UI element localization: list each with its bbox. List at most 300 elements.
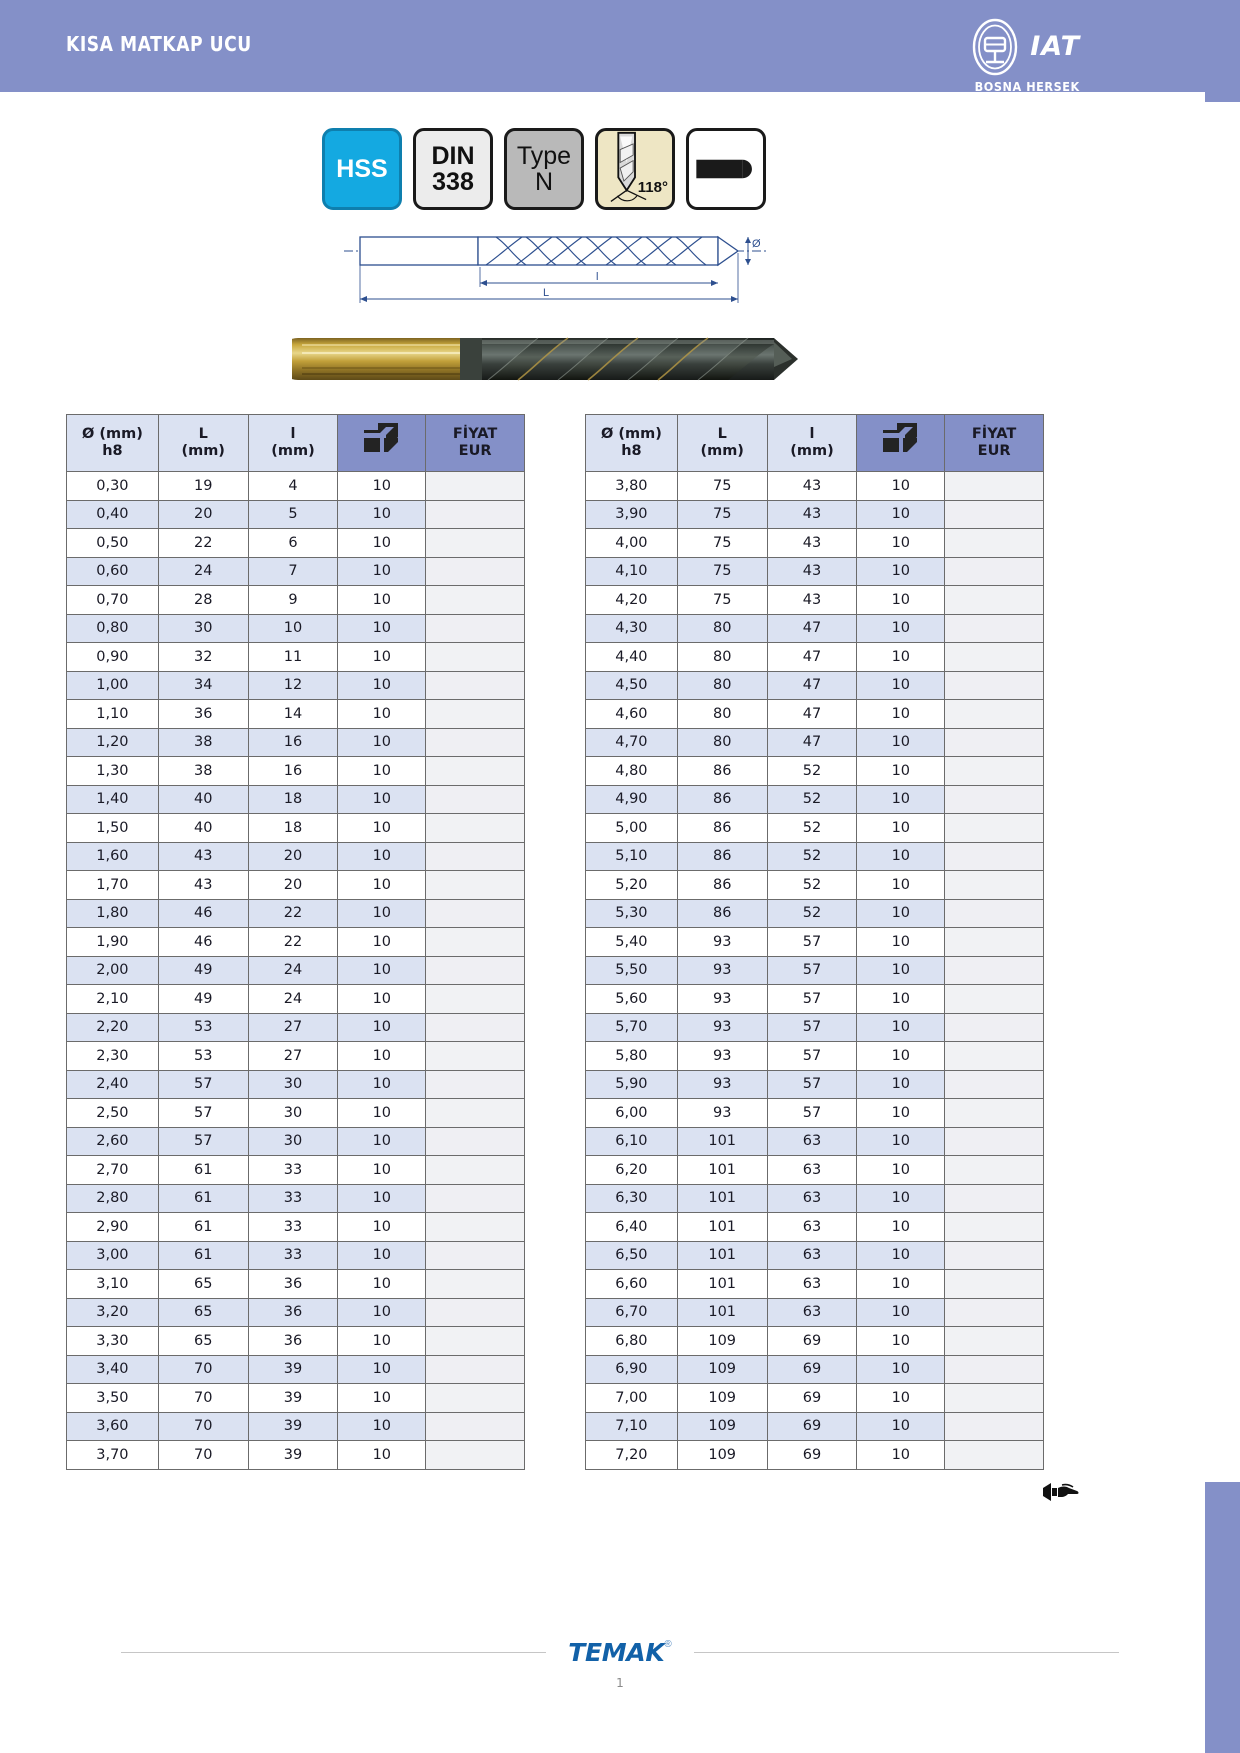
table-row [586, 1213, 1044, 1242]
cell-total-length: 109 [677, 1355, 767, 1384]
cell-flute-length: 57 [767, 1042, 857, 1071]
cell-flute-length: 22 [248, 928, 338, 957]
cell-flute-length: 47 [767, 700, 857, 729]
cell-diameter: 5,60 [586, 985, 678, 1014]
cell-packaging: 10 [338, 956, 426, 985]
cell-flute-length: 63 [767, 1156, 857, 1185]
cell-price[interactable] [945, 1355, 1044, 1384]
cell-packaging: 10 [338, 1127, 426, 1156]
cell-diameter: 2,40 [67, 1070, 159, 1099]
table-row [586, 985, 1044, 1014]
cell-flute-length: 43 [767, 472, 857, 501]
package-box-icon [857, 420, 944, 465]
cell-total-length: 36 [158, 700, 248, 729]
table-row [67, 814, 525, 843]
table-row [586, 956, 1044, 985]
cell-price[interactable] [945, 956, 1044, 985]
cell-total-length: 86 [677, 871, 767, 900]
cell-diameter: 0,90 [67, 643, 159, 672]
cell-total-length: 109 [677, 1441, 767, 1470]
table-row [67, 1241, 525, 1270]
cell-price[interactable] [426, 1156, 525, 1185]
cell-packaging: 10 [338, 1441, 426, 1470]
cell-flute-length: 14 [248, 700, 338, 729]
din-badge-label-1: DIN [431, 142, 475, 170]
cell-diameter: 6,80 [586, 1327, 678, 1356]
table-row [586, 928, 1044, 957]
cell-flute-length: 52 [767, 757, 857, 786]
cell-total-length: 93 [677, 1070, 767, 1099]
cell-diameter: 2,50 [67, 1099, 159, 1128]
cell-packaging: 10 [338, 899, 426, 928]
table-row [586, 1156, 1044, 1185]
cell-flute-length: 57 [767, 1099, 857, 1128]
cell-flute-length: 63 [767, 1241, 857, 1270]
cell-price[interactable] [426, 814, 525, 843]
cell-total-length: 30 [158, 614, 248, 643]
cell-price[interactable] [945, 842, 1044, 871]
cell-price[interactable] [945, 529, 1044, 558]
din-badge-label-2: 338 [432, 168, 474, 196]
cell-packaging: 10 [338, 757, 426, 786]
cell-total-length: 101 [677, 1127, 767, 1156]
cell-total-length: 46 [158, 899, 248, 928]
cell-price[interactable] [426, 1013, 525, 1042]
cell-price[interactable] [426, 1355, 525, 1384]
col-header-total-length [677, 415, 767, 472]
page-number: 1 [616, 1676, 624, 1690]
col-header-packaging [857, 415, 945, 472]
cell-total-length: 24 [158, 557, 248, 586]
cell-packaging: 10 [857, 871, 945, 900]
cell-packaging: 10 [338, 1099, 426, 1128]
cell-price[interactable] [945, 757, 1044, 786]
table-row [586, 1070, 1044, 1099]
cell-packaging: 10 [338, 614, 426, 643]
cell-total-length: 43 [158, 871, 248, 900]
col-header-price [945, 415, 1044, 472]
cell-total-length: 22 [158, 529, 248, 558]
type-badge-icon [504, 128, 584, 210]
cell-packaging: 10 [338, 1384, 426, 1413]
table-row [67, 1156, 525, 1185]
cell-price[interactable] [426, 529, 525, 558]
cell-packaging: 10 [338, 728, 426, 757]
table-row [67, 643, 525, 672]
cell-price[interactable] [426, 700, 525, 729]
cell-total-length: 75 [677, 500, 767, 529]
cell-price[interactable] [426, 557, 525, 586]
temak-logo [546, 1638, 694, 1667]
cell-total-length: 93 [677, 985, 767, 1014]
cell-total-length: 101 [677, 1241, 767, 1270]
cell-flute-length: 6 [248, 529, 338, 558]
cell-packaging: 10 [338, 1070, 426, 1099]
cell-diameter: 7,20 [586, 1441, 678, 1470]
cell-diameter: 2,60 [67, 1127, 159, 1156]
cell-price[interactable] [426, 757, 525, 786]
svg-text:L: L [543, 287, 550, 299]
cell-diameter: 4,10 [586, 557, 678, 586]
cell-price[interactable] [426, 1327, 525, 1356]
hss-badge-label: HSS [336, 155, 388, 183]
cell-packaging: 10 [338, 928, 426, 957]
table-row [586, 1270, 1044, 1299]
cell-flute-length: 47 [767, 643, 857, 672]
cell-price[interactable] [426, 671, 525, 700]
cell-total-length: 34 [158, 671, 248, 700]
cell-price[interactable] [945, 643, 1044, 672]
col-header-price-l1: FİYAT [971, 425, 1017, 442]
cell-packaging: 10 [857, 1070, 945, 1099]
table-row [586, 899, 1044, 928]
cell-price[interactable] [945, 1441, 1044, 1470]
cell-diameter: 0,30 [67, 472, 159, 501]
table-row [586, 1042, 1044, 1071]
cell-flute-length: 69 [767, 1412, 857, 1441]
col-header-flute-length-l2: (mm) [271, 443, 315, 459]
table-row [586, 586, 1044, 615]
table-row [67, 871, 525, 900]
cell-total-length: 49 [158, 956, 248, 985]
page-footer [0, 1638, 1240, 1667]
cell-price[interactable] [426, 1213, 525, 1242]
cell-price[interactable] [945, 1213, 1044, 1242]
cell-flute-length: 39 [248, 1384, 338, 1413]
cell-flute-length: 27 [248, 1042, 338, 1071]
table-row [67, 956, 525, 985]
cell-diameter: 0,80 [67, 614, 159, 643]
cell-price[interactable] [426, 586, 525, 615]
cell-price[interactable] [426, 785, 525, 814]
cell-packaging: 10 [338, 1327, 426, 1356]
cell-diameter: 5,20 [586, 871, 678, 900]
cell-packaging: 10 [857, 671, 945, 700]
cell-price[interactable] [945, 1070, 1044, 1099]
col-header-diameter [586, 415, 678, 472]
cell-flute-length: 52 [767, 785, 857, 814]
cell-price[interactable] [426, 928, 525, 957]
cell-diameter: 4,90 [586, 785, 678, 814]
cell-packaging: 10 [338, 700, 426, 729]
col-header-price-l2: EUR [458, 443, 492, 459]
col-header-packaging [338, 415, 426, 472]
cell-total-length: 80 [677, 728, 767, 757]
cell-diameter: 1,10 [67, 700, 159, 729]
cell-flute-length: 69 [767, 1384, 857, 1413]
table-row [67, 1270, 525, 1299]
cell-price[interactable] [945, 1327, 1044, 1356]
cell-price[interactable] [945, 472, 1044, 501]
table-row [586, 1127, 1044, 1156]
cell-packaging: 10 [338, 1013, 426, 1042]
cell-price[interactable] [945, 500, 1044, 529]
cell-price[interactable] [426, 1270, 525, 1299]
cell-diameter: 3,10 [67, 1270, 159, 1299]
cell-flute-length: 12 [248, 671, 338, 700]
cell-total-length: 75 [677, 557, 767, 586]
cell-packaging: 10 [338, 586, 426, 615]
cell-total-length: 65 [158, 1298, 248, 1327]
cell-price[interactable] [945, 928, 1044, 957]
cell-diameter: 6,50 [586, 1241, 678, 1270]
cell-packaging: 10 [338, 529, 426, 558]
cell-price[interactable] [945, 1241, 1044, 1270]
cell-diameter: 2,20 [67, 1013, 159, 1042]
cell-price[interactable] [945, 899, 1044, 928]
cell-total-length: 101 [677, 1213, 767, 1242]
cell-diameter: 5,30 [586, 899, 678, 928]
cell-price[interactable] [945, 985, 1044, 1014]
cell-packaging: 10 [857, 1241, 945, 1270]
cell-flute-length: 30 [248, 1070, 338, 1099]
table-row [586, 614, 1044, 643]
cell-price[interactable] [945, 700, 1044, 729]
table-row [586, 1099, 1044, 1128]
cell-packaging: 10 [857, 985, 945, 1014]
cell-diameter: 1,90 [67, 928, 159, 957]
cell-price[interactable] [945, 728, 1044, 757]
cell-flute-length: 47 [767, 728, 857, 757]
table-row [586, 1013, 1044, 1042]
cell-price[interactable] [945, 1042, 1044, 1071]
table-row [67, 472, 525, 501]
cell-flute-length: 63 [767, 1213, 857, 1242]
cell-packaging: 10 [857, 1298, 945, 1327]
cell-total-length: 57 [158, 1127, 248, 1156]
table-row [67, 985, 525, 1014]
cell-packaging: 10 [857, 1127, 945, 1156]
table-row [586, 1298, 1044, 1327]
table-row [67, 529, 525, 558]
cell-packaging: 10 [857, 1355, 945, 1384]
cell-price[interactable] [945, 614, 1044, 643]
cell-price[interactable] [426, 956, 525, 985]
cell-flute-length: 30 [248, 1127, 338, 1156]
cell-packaging: 10 [338, 557, 426, 586]
brand-row [968, 18, 1080, 74]
cell-diameter: 6,40 [586, 1213, 678, 1242]
cell-diameter: 2,70 [67, 1156, 159, 1185]
table-row [586, 529, 1044, 558]
cell-flute-length: 47 [767, 614, 857, 643]
brand-block [963, 18, 1080, 94]
cell-total-length: 70 [158, 1412, 248, 1441]
cell-packaging: 10 [857, 1156, 945, 1185]
cell-total-length: 65 [158, 1270, 248, 1299]
spec-table-left [66, 414, 525, 1470]
cell-flute-length: 33 [248, 1184, 338, 1213]
cell-diameter: 1,80 [67, 899, 159, 928]
cell-price[interactable] [945, 814, 1044, 843]
cell-price[interactable] [945, 785, 1044, 814]
cell-total-length: 86 [677, 757, 767, 786]
cell-packaging: 10 [857, 529, 945, 558]
package-box-icon [338, 420, 425, 465]
cell-flute-length: 9 [248, 586, 338, 615]
cell-price[interactable] [945, 1412, 1044, 1441]
cell-price[interactable] [426, 614, 525, 643]
col-header-total-length-l2: (mm) [181, 443, 225, 459]
cell-total-length: 49 [158, 985, 248, 1014]
table-row [586, 1412, 1044, 1441]
cell-diameter: 3,80 [586, 472, 678, 501]
cell-flute-length: 63 [767, 1270, 857, 1299]
cell-price[interactable] [426, 985, 525, 1014]
cell-price[interactable] [945, 557, 1044, 586]
cell-diameter: 6,20 [586, 1156, 678, 1185]
cell-diameter: 4,60 [586, 700, 678, 729]
cell-price[interactable] [426, 1184, 525, 1213]
cell-packaging: 10 [338, 1355, 426, 1384]
cell-total-length: 93 [677, 1042, 767, 1071]
cell-price[interactable] [426, 728, 525, 757]
cell-flute-length: 20 [248, 842, 338, 871]
cell-total-length: 70 [158, 1384, 248, 1413]
cell-price[interactable] [426, 1070, 525, 1099]
cell-price[interactable] [945, 1099, 1044, 1128]
table-row [67, 757, 525, 786]
cell-price[interactable] [426, 643, 525, 672]
cell-flute-length: 47 [767, 671, 857, 700]
cell-price[interactable] [426, 1298, 525, 1327]
cell-price[interactable] [945, 1184, 1044, 1213]
cell-total-length: 75 [677, 586, 767, 615]
cell-price[interactable] [426, 1127, 525, 1156]
cell-price[interactable] [426, 842, 525, 871]
cell-price[interactable] [945, 586, 1044, 615]
footer-rule-right [694, 1652, 1119, 1653]
cell-packaging: 10 [338, 472, 426, 501]
cell-price[interactable] [426, 871, 525, 900]
cell-packaging: 10 [338, 1184, 426, 1213]
table-row [67, 1327, 525, 1356]
cell-packaging: 10 [857, 1042, 945, 1071]
cell-flute-length: 36 [248, 1270, 338, 1299]
cell-diameter: 1,40 [67, 785, 159, 814]
cell-diameter: 1,50 [67, 814, 159, 843]
cell-price[interactable] [945, 871, 1044, 900]
cell-flute-length: 16 [248, 728, 338, 757]
cell-total-length: 57 [158, 1099, 248, 1128]
cell-total-length: 93 [677, 928, 767, 957]
cell-price[interactable] [426, 1441, 525, 1470]
col-header-flute-length [767, 415, 857, 472]
spec-table-left-body [67, 472, 525, 1470]
table-row [67, 899, 525, 928]
spec-tables-container [0, 414, 1240, 1470]
cell-diameter: 4,20 [586, 586, 678, 615]
cell-flute-length: 63 [767, 1298, 857, 1327]
cell-total-length: 101 [677, 1298, 767, 1327]
cell-total-length: 40 [158, 785, 248, 814]
cell-flute-length: 63 [767, 1127, 857, 1156]
cell-diameter: 4,50 [586, 671, 678, 700]
table-row [67, 557, 525, 586]
cell-flute-length: 69 [767, 1441, 857, 1470]
table-row [67, 1412, 525, 1441]
cell-price[interactable] [945, 1156, 1044, 1185]
cell-flute-length: 33 [248, 1156, 338, 1185]
cell-flute-length: 63 [767, 1184, 857, 1213]
cell-price[interactable] [426, 1241, 525, 1270]
cell-diameter: 0,70 [67, 586, 159, 615]
cell-price[interactable] [426, 472, 525, 501]
cell-total-length: 80 [677, 671, 767, 700]
cell-diameter: 4,00 [586, 529, 678, 558]
cell-packaging: 10 [857, 586, 945, 615]
col-header-price-l2: EUR [977, 443, 1011, 459]
cell-price[interactable] [945, 1127, 1044, 1156]
cell-price[interactable] [945, 1013, 1044, 1042]
cell-flute-length: 36 [248, 1327, 338, 1356]
cell-flute-length: 10 [248, 614, 338, 643]
cell-flute-length: 39 [248, 1355, 338, 1384]
table-row [586, 757, 1044, 786]
cell-price[interactable] [426, 500, 525, 529]
cell-price[interactable] [426, 899, 525, 928]
cell-diameter: 1,60 [67, 842, 159, 871]
table-row [67, 1099, 525, 1128]
cell-diameter: 6,70 [586, 1298, 678, 1327]
cell-total-length: 40 [158, 814, 248, 843]
cell-diameter: 2,30 [67, 1042, 159, 1071]
table-row [586, 557, 1044, 586]
cell-total-length: 109 [677, 1384, 767, 1413]
table-row [586, 1327, 1044, 1356]
table-row [67, 700, 525, 729]
cell-price[interactable] [945, 1270, 1044, 1299]
cell-flute-length: 24 [248, 956, 338, 985]
table-header-row [67, 415, 525, 472]
cell-diameter: 4,40 [586, 643, 678, 672]
page-title: KISA MATKAP UCU [66, 32, 252, 56]
registered-mark-icon: ® [664, 1639, 672, 1650]
cell-price[interactable] [426, 1042, 525, 1071]
svg-text:Ø: Ø [752, 238, 761, 250]
cell-price[interactable] [945, 1384, 1044, 1413]
cell-price[interactable] [426, 1412, 525, 1441]
cell-price[interactable] [426, 1384, 525, 1413]
cell-diameter: 2,00 [67, 956, 159, 985]
round-shank-icon [686, 128, 766, 210]
cell-total-length: 61 [158, 1184, 248, 1213]
spec-table-right-body [586, 472, 1044, 1470]
cell-flute-length: 16 [248, 757, 338, 786]
cell-flute-length: 33 [248, 1213, 338, 1242]
cell-packaging: 10 [857, 500, 945, 529]
cell-flute-length: 52 [767, 814, 857, 843]
cell-price[interactable] [945, 1298, 1044, 1327]
cell-flute-length: 39 [248, 1412, 338, 1441]
cell-flute-length: 43 [767, 500, 857, 529]
drill-bit-product-photo [292, 322, 812, 397]
cell-packaging: 10 [857, 956, 945, 985]
cell-total-length: 43 [158, 842, 248, 871]
cell-total-length: 46 [158, 928, 248, 957]
cell-diameter: 1,00 [67, 671, 159, 700]
cell-price[interactable] [426, 1099, 525, 1128]
cell-packaging: 10 [857, 814, 945, 843]
table-row [67, 1384, 525, 1413]
cell-price[interactable] [945, 671, 1044, 700]
cell-flute-length: 7 [248, 557, 338, 586]
cell-diameter: 1,70 [67, 871, 159, 900]
pointing-hand-icon [1042, 1481, 1080, 1510]
cell-packaging: 10 [338, 1241, 426, 1270]
cell-total-length: 53 [158, 1013, 248, 1042]
cell-total-length: 86 [677, 899, 767, 928]
